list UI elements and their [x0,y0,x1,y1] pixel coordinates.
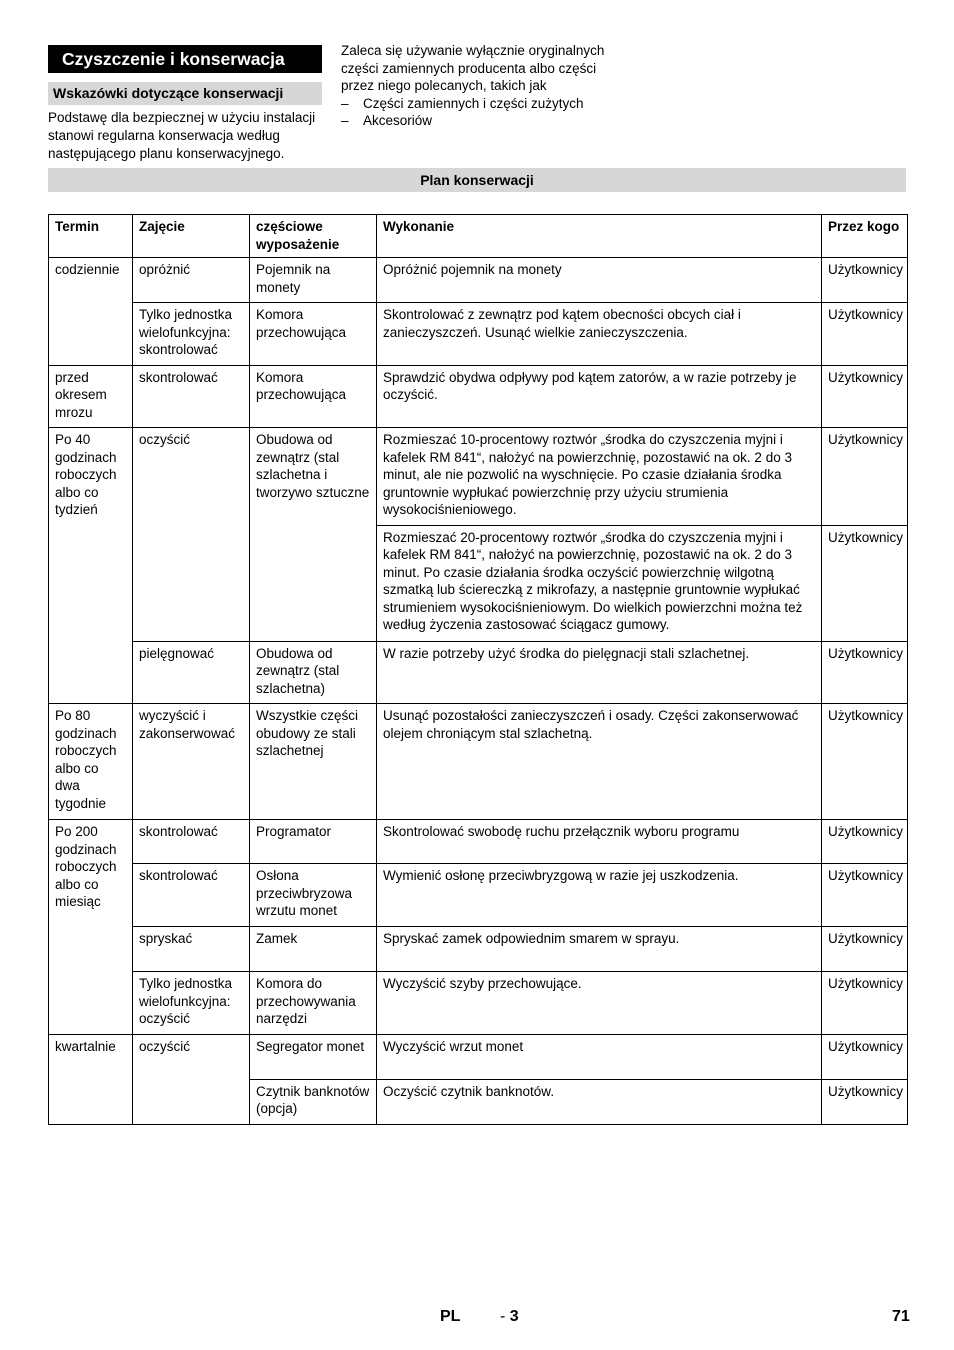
who-cell: Użytkownicy [822,927,908,972]
list-dash: – [341,95,349,111]
who-cell: Użytkownicy [822,428,908,526]
table-row [49,864,908,927]
list-item-text: Akcesoriów [363,113,433,128]
execution-cell: Wyczyścić wrzut monet [377,1034,822,1079]
table-header-row [49,215,908,258]
table-row [49,704,908,820]
column-header-part: częściowe wyposażenie [250,215,377,258]
column-header-execution: Wykonanie [377,215,822,258]
who-cell: Użytkownicy [822,303,908,366]
execution-cell: Usunąć pozostałości zanieczyszczeń i osady. Części zakonserwować olejem chroniącym stal szlachetną. [377,704,822,820]
list-item [341,95,621,113]
execution-cell: Wymienić osłonę przeciwbryzgową w razie jej uszkodzenia. [377,864,822,927]
execution-cell: Skontrolować z zewnątrz pod kątem obecności obcych ciał i zanieczyszczeń. Usunąć wielkie zanieczyszczenia. [377,303,822,366]
table-row [49,641,908,704]
subsection-title: Wskazówki dotyczące konserwacji [48,82,322,105]
term-cell: codziennie [49,258,133,366]
table-row [49,972,908,1035]
plan-title: Plan konserwacji [48,168,906,192]
execution-cell: Skontrolować swobodę ruchu przełącznik wyboru programu [377,820,822,864]
maintenance-table [48,214,908,1125]
footer-page-number: 71 [892,1308,910,1325]
task-cell: oczyścić [133,1034,250,1124]
task-cell: skontrolować [133,864,250,927]
term-cell: Po 80 godzinach roboczych albo co dwa tygodnie [49,704,133,820]
who-cell: Użytkownicy [822,525,908,641]
execution-cell: Opróżnić pojemnik na monety [377,258,822,303]
footer-chapter-number: 3 [509,1308,519,1325]
term-cell: Po 40 godzinach roboczych albo co tydzień [49,428,133,704]
footer-chapter-prefix: - [500,1308,506,1325]
column-header-who: Przez kogo [822,215,908,258]
who-cell: Użytkownicy [822,704,908,820]
term-cell: kwartalnie [49,1034,133,1124]
who-cell: Użytkownicy [822,820,908,864]
execution-cell: Spryskać zamek odpowiednim smarem w sprayu. [377,927,822,972]
part-cell: Komora do przechowywania narzędzi [250,972,377,1035]
execution-cell: W razie potrzeby użyć środka do pielęgnacji stali szlachetnej. [377,641,822,704]
part-cell: Zamek [250,927,377,972]
part-cell: Osłona przeciwbryzowa wrzutu monet [250,864,377,927]
task-cell: oczyścić [133,428,250,642]
who-cell: Użytkownicy [822,972,908,1035]
part-cell: Pojemnik na monety [250,258,377,303]
list-dash: – [341,113,349,128]
part-cell: Czytnik banknotów (opcja) [250,1079,377,1124]
execution-cell: Wyczyścić szyby przechowujące. [377,972,822,1035]
who-cell: Użytkownicy [822,258,908,303]
section-title: Czyszczenie i konserwacja [48,45,322,73]
who-cell: Użytkownicy [822,1079,908,1124]
who-cell: Użytkownicy [822,365,908,428]
task-cell: skontrolować [133,820,250,864]
intro-paragraph: Podstawę dla bezpiecznej w użyciu instalacji stanowi regularna konserwacja według następującego planu konserwacyjnego. [48,110,316,161]
term-cell: przed okresem mrozu [49,365,133,428]
task-cell: skontrolować [133,365,250,428]
parts-recommendation [341,42,621,130]
footer-chapter [500,1308,519,1326]
column-header-term: Termin [49,215,133,258]
list-item [341,112,621,130]
table-row [49,365,908,428]
table-row [49,258,908,303]
task-cell: pielęgnować [133,641,250,704]
part-cell: Programator [250,820,377,864]
who-cell: Użytkownicy [822,641,908,704]
list-item-text: Części zamiennych i części zużytych [363,95,584,111]
execution-cell: Rozmieszać 20-procentowy roztwór „środka do czyszczenia myjni i kafelek RM 841“, nałożyć na powierzchnię, pozostawić na ok. 2 do 3 minut. Po czasie działania środka oczyścić powierzchnię wilgotną szmatką lub ściereczką z mikrofazy, a następnie gruntownie wypłukać strumieniem wysokociśnieniowym. Do wielkich powierzchni można też według życzenia zastosować ściągacz gumowy. [377,525,822,641]
part-cell: Komora przechowująca [250,365,377,428]
task-cell: spryskać [133,927,250,972]
footer-language: PL [440,1308,461,1325]
task-cell: Tylko jednostka wielofunkcyjna: skontrolować [133,303,250,366]
execution-cell: Rozmieszać 10-procentowy roztwór „środka do czyszczenia myjni i kafelek RM 841“, nałożyć na powierzchnię, pozostawić na ok. 2 do 3 minut, ale nie pozwolić na wyschnięcie. Po czasie działania środka gruntownie wypłukać powierzchnię przy użyciu strumienia wysokociśnieniowego. [377,428,822,526]
term-cell: Po 200 godzinach roboczych albo co miesiąc [49,820,133,1035]
who-cell: Użytkownicy [822,1034,908,1079]
execution-cell: Oczyścić czytnik banknotów. [377,1079,822,1124]
task-cell: opróżnić [133,258,250,303]
table-row [49,303,908,366]
table-row [49,428,908,526]
table-row [49,927,908,972]
part-cell: Komora przechowująca [250,303,377,366]
table-row [49,820,908,864]
execution-cell: Sprawdzić obydwa odpływy pod kątem zatorów, a w razie potrzeby je oczyścić. [377,365,822,428]
task-cell: Tylko jednostka wielofunkcyjna: oczyścić [133,972,250,1035]
who-cell: Użytkownicy [822,864,908,927]
part-cell: Wszystkie części obudowy ze stali szlachetnej [250,704,377,820]
part-cell: Obudowa od zewnątrz (stal szlachetna) [250,641,377,704]
column-header-task: Zajęcie [133,215,250,258]
table-row [49,1034,908,1079]
task-cell: wyczyścić i zakonserwować [133,704,250,820]
recommendation-text: Zaleca się używanie wyłącznie oryginalnych części zamiennych producenta albo części przez niego polecanych, takich jak [341,43,605,93]
part-cell: Segregator monet [250,1034,377,1079]
part-cell: Obudowa od zewnątrz (stal szlachetna i tworzywo sztuczne [250,428,377,642]
